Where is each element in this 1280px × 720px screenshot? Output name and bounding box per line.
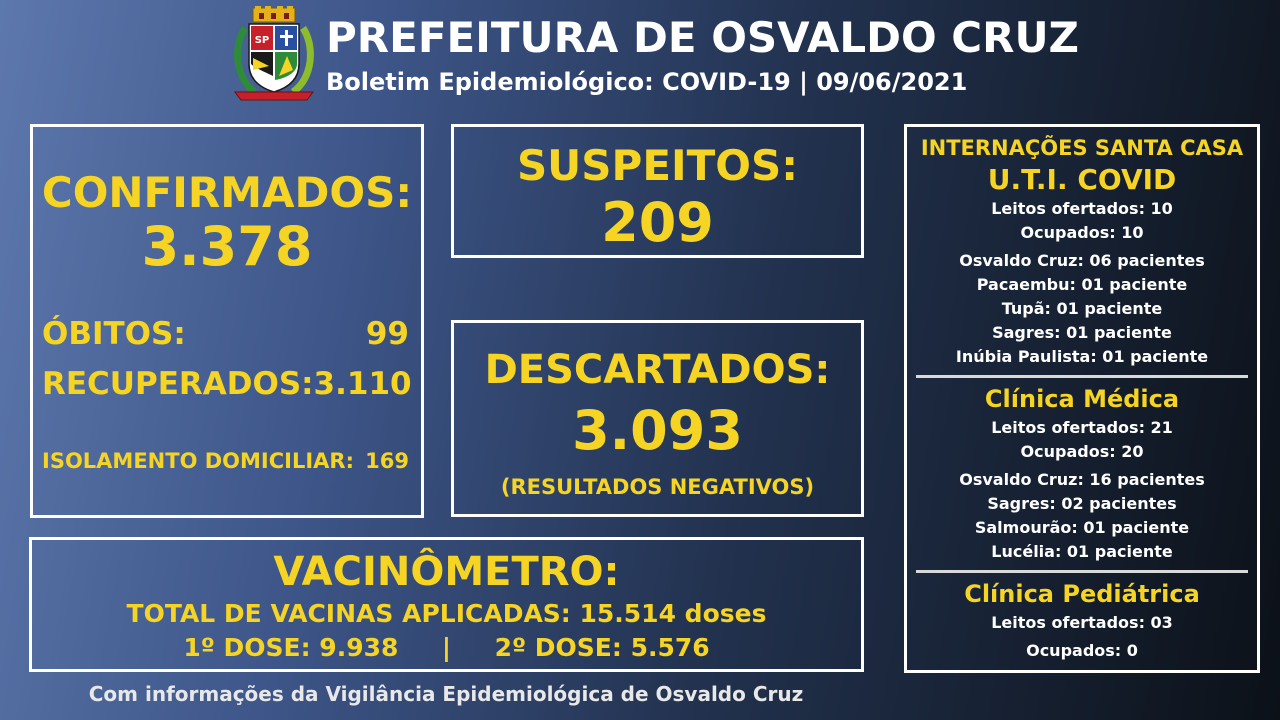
medical-clinic-line: Osvaldo Cruz: 16 pacientes	[959, 470, 1205, 489]
icu-title: U.T.I. COVID	[987, 163, 1177, 196]
home-isolation-label: ISOLAMENTO DOMICILIAR:	[42, 449, 354, 473]
recovered-label: RECUPERADOS:	[42, 366, 314, 402]
section-divider	[916, 375, 1248, 378]
deaths-value: 99	[365, 316, 409, 352]
suspects-panel	[451, 124, 864, 258]
icu-line: Inúbia Paulista: 01 paciente	[955, 347, 1209, 366]
dose2-value: 2º DOSE: 5.576	[494, 633, 710, 662]
dose1-value: 1º DOSE: 9.938	[183, 633, 399, 662]
medical-clinic-line: Salmourão: 01 paciente	[974, 518, 1190, 537]
medical-clinic-line: Ocupados: 20	[1020, 442, 1144, 461]
section-divider	[916, 570, 1248, 573]
hospitalizations-heading: INTERNAÇÕES SANTA CASA	[920, 136, 1244, 160]
home-isolation-value: 169	[365, 449, 409, 473]
icu-line: Tupã: 01 paciente	[1001, 299, 1163, 318]
pediatric-clinic-line: Ocupados: 0	[1026, 641, 1138, 660]
discarded-note: (RESULTADOS NEGATIVOS)	[500, 475, 815, 499]
confirmed-label: CONFIRMADOS:	[41, 168, 413, 217]
discarded-panel	[451, 320, 864, 517]
medical-clinic-title: Clínica Médica	[984, 385, 1180, 413]
deaths-label: ÓBITOS:	[42, 316, 186, 352]
medical-clinic-line: Lucélia: 01 paciente	[991, 542, 1173, 561]
recovered-row	[42, 365, 412, 403]
discarded-label: DESCARTADOS:	[484, 347, 831, 393]
icu-line: Leitos ofertados: 10	[991, 199, 1173, 218]
icu-line: Sagres: 01 paciente	[992, 323, 1172, 342]
coat-of-arms-icon	[229, 6, 319, 106]
medical-clinic-line: Sagres: 02 pacientes	[987, 494, 1177, 513]
hospitalizations-panel	[904, 124, 1260, 673]
suspects-label: SUSPEITOS:	[516, 141, 799, 190]
confirmed-panel	[30, 124, 424, 518]
dose-separator: |	[441, 633, 452, 662]
deaths-row	[42, 315, 409, 353]
medical-clinic-line: Leitos ofertados: 21	[991, 418, 1173, 437]
confirmed-value: 3.378	[141, 215, 313, 278]
icu-line: Ocupados: 10	[1020, 223, 1144, 242]
vaccine-panel	[29, 537, 864, 672]
vaccine-label: VACINÔMETRO:	[273, 549, 620, 595]
home-isolation-row	[42, 447, 409, 475]
suspects-value: 209	[601, 191, 714, 254]
pediatric-clinic-line: Leitos ofertados: 03	[991, 613, 1173, 632]
page-subtitle: Boletim Epidemiológico: COVID-19 | 09/06/2021	[326, 68, 968, 96]
pediatric-clinic-title: Clínica Pediátrica	[964, 580, 1200, 608]
recovered-value: 3.110	[313, 366, 412, 402]
source-footer: Com informações da Vigilância Epidemiológica de Osvaldo Cruz	[88, 682, 804, 706]
svg-text:SP: SP	[254, 35, 270, 46]
page-title: PREFEITURA DE OSVALDO CRUZ	[326, 13, 1080, 62]
vaccine-doses-row	[32, 632, 861, 664]
icu-line: Pacaembu: 01 paciente	[976, 275, 1188, 294]
vaccine-total: TOTAL DE VACINAS APLICADAS: 15.514 doses	[126, 599, 767, 628]
discarded-value: 3.093	[572, 399, 743, 462]
icu-line: Osvaldo Cruz: 06 pacientes	[959, 251, 1205, 270]
